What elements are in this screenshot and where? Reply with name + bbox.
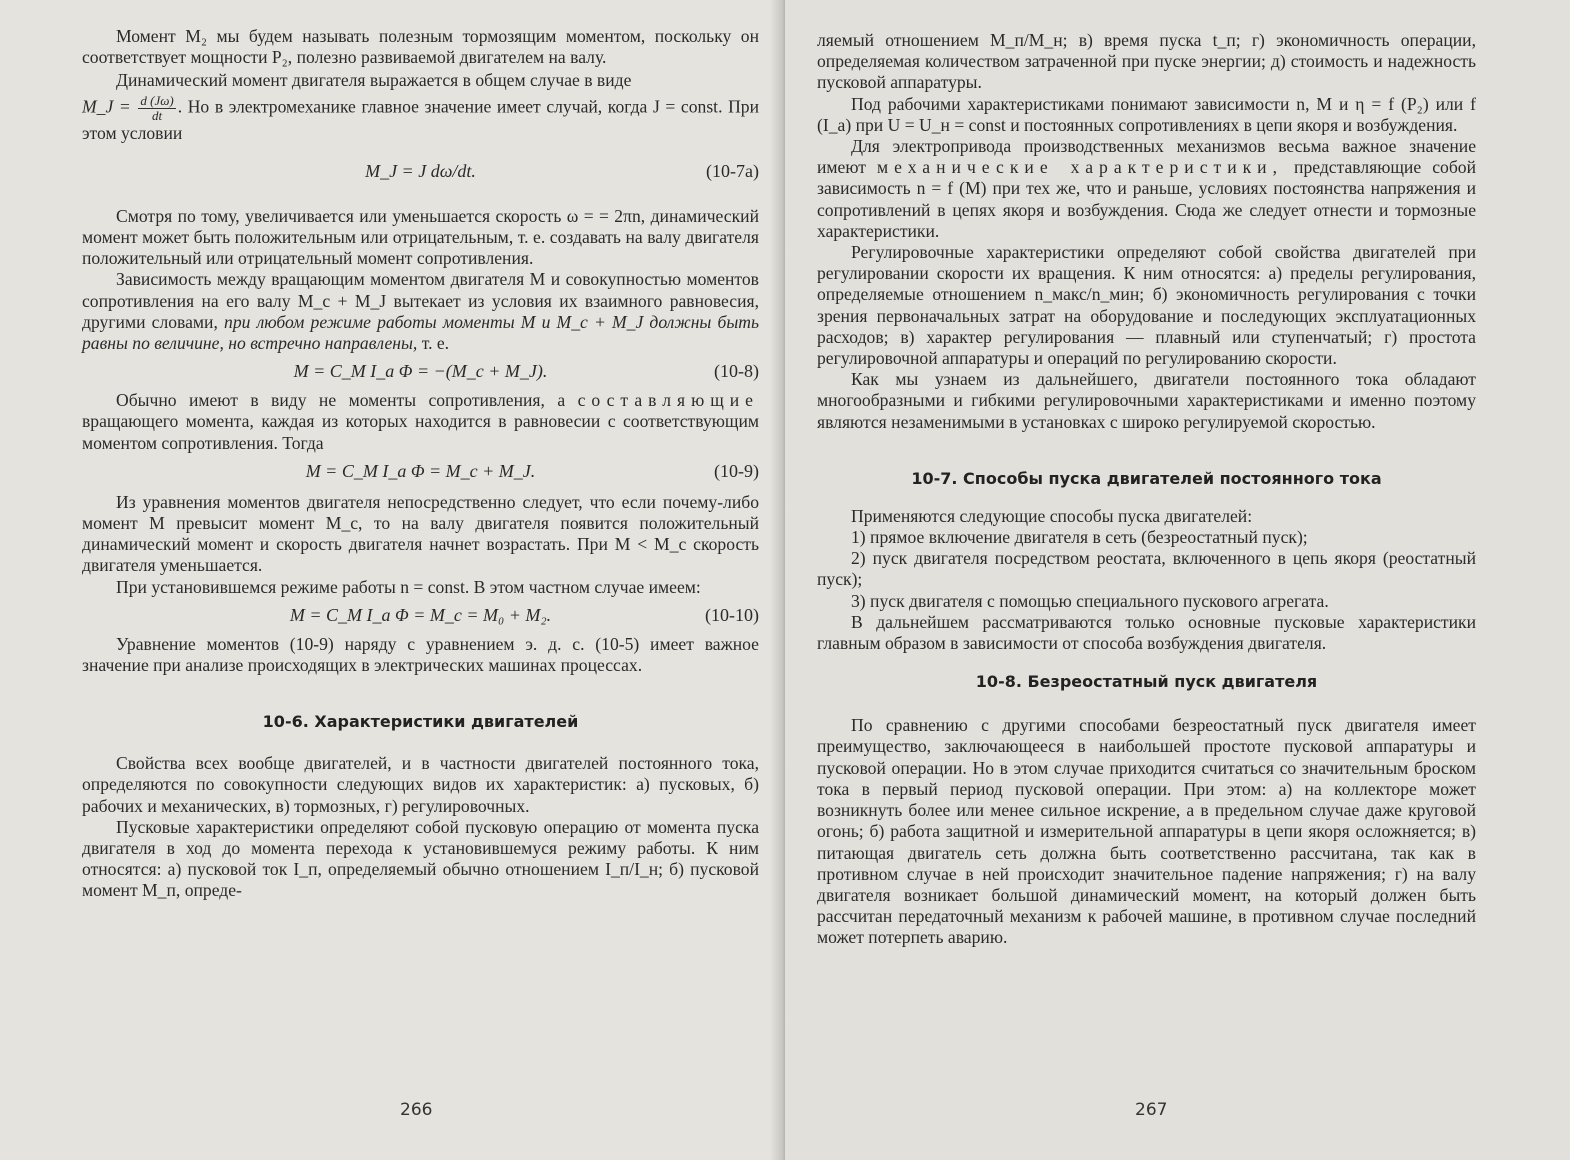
paragraph: Применяются следующие способы пуска двигателей: [851, 505, 1253, 526]
paragraph: Динамический момент двигателя выражается в общем случае в виде [116, 70, 632, 91]
section-heading-10-8: 10-8. Безреостатный пуск двигателя [975, 672, 1318, 692]
paragraph: Зависимость между вращающим моментом двигателя M и совокупностью моментов сопротивления на его валу M_c + M_J вытекает из условия их взаимного равновесия, другими словами, при любом режиме работы моменты M и M_c + M_J должны быть равны по величине, но встречно направлены, т. е. [82, 269, 759, 354]
paragraph: По сравнению с другими способами безреостатный пуск двигателя имеет преимущество, заключающееся в наибольшей простоте пусковой аппаратуры и пусковой операции. Но в этом случае приходится считаться со значительным броском тока в первый период пусковой операции. При этом: а) на коллекторе может возникнуть более или менее сильное искрение, а в предельном случае даже круговой огонь; б) работа защитной и измерительной аппаратуры в цепи якоря осложняется; в) питающая двигатель сеть должна быть соответственно рассчитана, так как в противном случае в ней происходит значительное падение напряжения; г) на валу двигателя возникает большой динамический момент, на который должен быть рассчитан передаточный механизм к рабочей машине, в противном случае последний может потерпеть аварию. [817, 715, 1476, 948]
paragraph: Из уравнения моментов двигателя непосредственно следует, что если почему-либо момент M превысит момент M_c, то на валу двигателя появится положительный динамический момент и скорость двигателя начнет возрастать. При M < M_c скорость двигателя уменьшается. [82, 491, 759, 576]
equation-10-9: M = C_M I_a Φ = M_c + M_J. (10-9) [305, 460, 759, 481]
paragraph: В дальнейшем рассматриваются только основные пусковые характеристики главным образом в зависимости от способа возбуждения двигателя. [817, 611, 1476, 654]
equation-10-7a: M_J = J dω/dt. (10-7а) [365, 160, 759, 181]
equation-number: (10-8) [714, 361, 759, 382]
list-item: 3) пуск двигателя с помощью специального пускового агрегата. [851, 590, 1329, 611]
paragraph: M_J = $\frac{d (J\omega)}{dt}$ . Но в электромеханике главное значение имеет случай, когда J = const. При этом условии [82, 92, 759, 143]
paragraph: Момент M₂ мы будем называть полезным тормозящим моментом, поскольку он соответствует мощности P₂, полезно развиваемой двигателем на валу. [82, 26, 759, 68]
formula-inline: M_J = [82, 96, 131, 117]
equation-number: (10-9) [714, 460, 759, 481]
section-heading-10-7: 10-7. Способы пуска двигателей постоянного тока [911, 468, 1382, 488]
equation-number: (10-7а) [706, 160, 759, 181]
paragraph: Смотря по тому, увеличивается или уменьшается скорость ω = = 2πn, динамический момент может быть положительным или отрицательным, т. е. создавать на валу двигателя положительный или отрицательный момент сопротивления. [82, 205, 759, 269]
paragraph: Обычно имеют в виду не моменты сопротивления, а составляющие вращающего момента, каждая из которых находится в равновесии с соответствующим моментом сопротивления. Тогда [82, 390, 759, 453]
equation-number: (10-10) [705, 604, 759, 625]
paragraph: ляемый отношением M_п/M_н; в) время пуска t_п; г) экономичность операции, определяемая количеством затраченной при пуске энергии; д) стоимость и надежность пусковой аппаратуры. [817, 30, 1476, 93]
paragraph: Регулировочные характеристики определяют собой свойства двигателей при регулировании скорости их вращения. К ним относятся: а) пределы регулирования, определяемые отношением n_макс/n_мин; б) экономичность регулирования с точки зрения первоначальных затрат на оборудование и последующих эксплуатационных расходов; в) характер регулирования — плавный или ступенчатый; г) простота регулировочной аппаратуры и операций по регулированию скорости. [817, 242, 1476, 369]
page-number: 267 [1135, 1100, 1168, 1120]
paragraph: Пусковые характеристики определяют собой пусковую операцию от момента пуска двигателя в ход до момента перехода к установившемуся режиму работы. К ним относятся: а) пусковой ток I_п, определяемый обычно отношением I_п/I_н; б) пусковой момент M_п, опреде- [82, 816, 759, 901]
equation-10-8: M = C_M I_a Φ = −(M_c + M_J). (10-8) [293, 361, 759, 382]
section-heading-10-6: 10-6. Характеристики двигателей [262, 712, 579, 732]
paragraph: При установившемся режиме работы n = const. В этом частном случае имеем: [116, 576, 701, 597]
paragraph: Под рабочими характеристиками понимают зависимости n, M и η = f (P₂) или f (I_a) при U = U_н = const и постоянных сопротивлениях в цепи якоря и возбуждения. [817, 93, 1476, 135]
right-page [785, 0, 1570, 1160]
paragraph: Для электропривода производственных механизмов весьма важное значение имеют механические характеристики, представляющие собой зависимость n = f (M) при тех же, что и раньше, условиях постоянства напряжения и сопротивлений в цепях якоря и возбуждения. Сюда же следует отнести и тормозные характеристики. [817, 136, 1476, 241]
list-item: 1) прямое включение двигателя в сеть (безреостатный пуск); [851, 527, 1308, 548]
paragraph: Как мы узнаем из дальнейшего, двигатели постоянного тока обладают многообразными и гибкими регулировочными характеристиками и именно поэтому являются незаменимыми в установках с широко регулируемой скоростью. [817, 369, 1476, 432]
fraction: $\frac{d (J\omega)}{dt}$ [140, 92, 174, 123]
paragraph: Свойства всех вообще двигателей, и в частности двигателей постоянного тока, определяются по совокупности следующих видов их характеристик: а) пусковых, б) рабочих и механических, в) тормозных, г) регулировочных. [82, 753, 759, 816]
paragraph: Уравнение моментов (10-9) наряду с уравнением э. д. с. (10-5) имеет важное значение при анализе происходящих в электрических машинах процессах. [82, 633, 759, 676]
list-item: 2) пуск двигателя посредством реостата, включенного в цепь якоря (реостатный пуск); [817, 548, 1476, 590]
equation-10-10: M = C_M I_a Φ = M_c = M₀ + M₂. (10-10) [289, 604, 759, 625]
page-number: 266 [400, 1100, 433, 1120]
